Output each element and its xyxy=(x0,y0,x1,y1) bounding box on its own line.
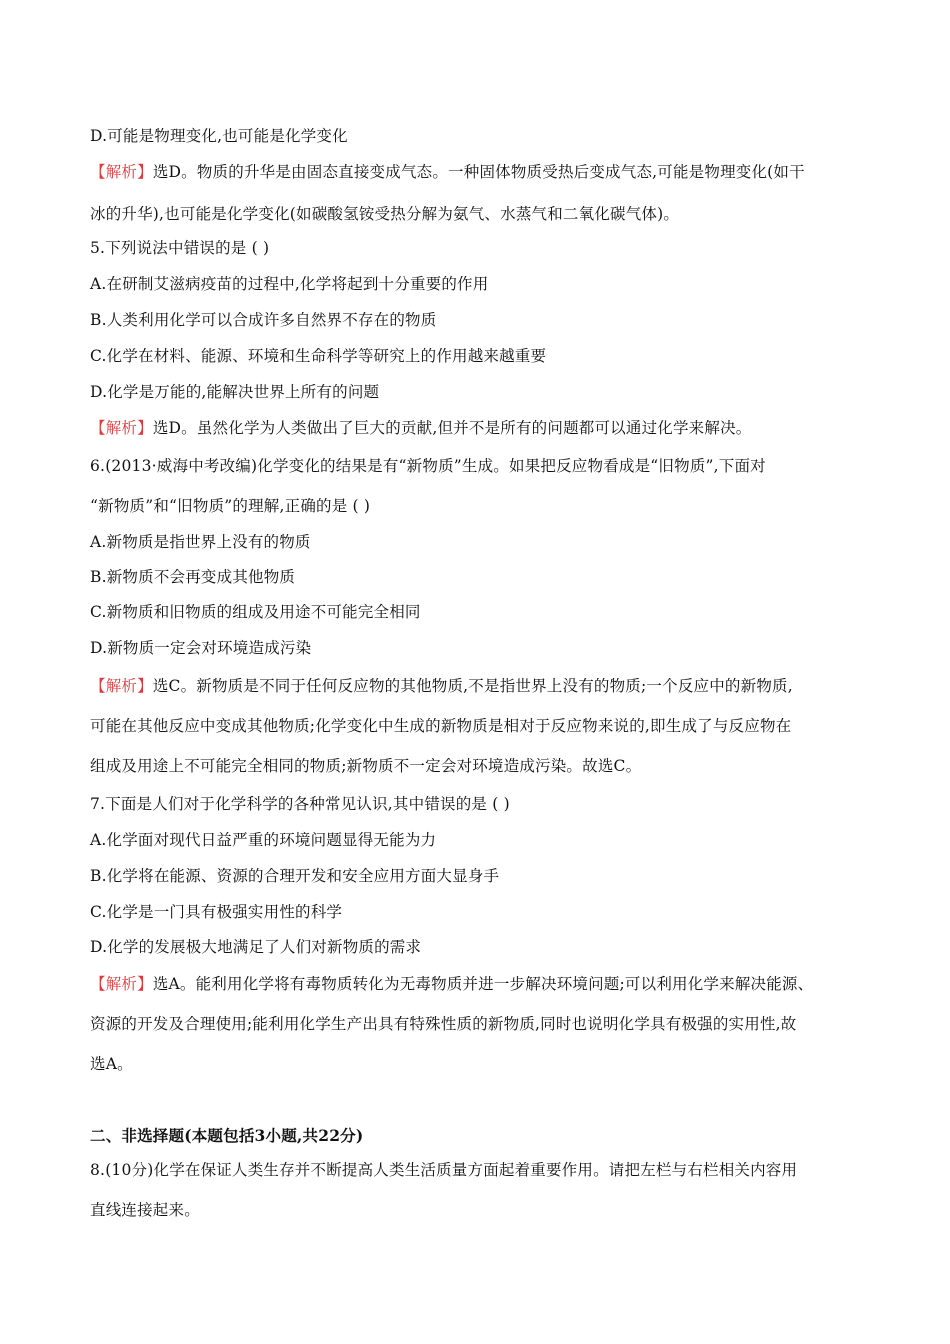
q6-option-a: A.新物质是指世界上没有的物质 xyxy=(90,533,311,551)
q5-stem: 5.下列说法中错误的是 ( ) xyxy=(90,239,270,257)
q5-analysis: 【解析】选D。虽然化学为人类做出了巨大的贡献,但并不是所有的问题都可以通过化学来解决。 xyxy=(90,419,752,437)
q7-analysis-line-1: 【解析】选A。能利用化学将有毒物质转化为无毒物质并进一步解决环境问题;可以利用化学来解决能源、 xyxy=(90,975,814,993)
q6-analysis-line-3: 组成及用途上不可能完全相同的物质;新物质不一定会对环境造成污染。故选C。 xyxy=(90,757,642,775)
q6-analysis-line-2: 可能在其他反应中变成其他物质;化学变化中生成的新物质是相对于反应物来说的,即生成了与反应物在 xyxy=(90,717,792,735)
q8-stem-line-1: 8.(10分)化学在保证人类生存并不断提高人类生活质量方面起着重要作用。请把左栏与右栏相关内容用 xyxy=(90,1161,798,1179)
q7-analysis-line-3: 选A。 xyxy=(90,1055,133,1073)
analysis-tag: 【解析】 xyxy=(90,419,153,437)
q5-option-a: A.在研制艾滋病疫苗的过程中,化学将起到十分重要的作用 xyxy=(90,275,489,293)
analysis-tag: 【解析】 xyxy=(90,677,153,695)
q6-option-c: C.新物质和旧物质的组成及用途不可能完全相同 xyxy=(90,603,421,621)
q8-stem-line-2: 直线连接起来。 xyxy=(90,1201,200,1219)
q7-option-d: D.化学的发展极大地满足了人们对新物质的需求 xyxy=(90,938,422,956)
q5-option-b: B.人类利用化学可以合成许多自然界不存在的物质 xyxy=(90,311,437,329)
q4-analysis-line-2: 冰的升华),也可能是化学变化(如碳酸氢铵受热分解为氨气、水蒸气和二氧化碳气体)。 xyxy=(90,205,680,223)
q4-analysis-line-1: 【解析】选D。物质的升华是由固态直接变成气态。一种固体物质受热后变成气态,可能是物理变化(如干 xyxy=(90,163,805,181)
q6-option-d: D.新物质一定会对环境造成污染 xyxy=(90,639,312,657)
q4-option-d: D.可能是物理变化,也可能是化学变化 xyxy=(90,127,348,145)
q7-analysis-line-2: 资源的开发及合理使用;能利用化学生产出具有特殊性质的新物质,同时也说明化学具有极强的实用性,故 xyxy=(90,1015,797,1033)
q6-analysis-line-1: 【解析】选C。新物质是不同于任何反应物的其他物质,不是指世界上没有的物质;一个反应中的新物质, xyxy=(90,677,793,695)
q5-option-d: D.化学是万能的,能解决世界上所有的问题 xyxy=(90,383,380,401)
analysis-tag: 【解析】 xyxy=(90,163,153,181)
q7-option-c: C.化学是一门具有极强实用性的科学 xyxy=(90,903,343,921)
q7-option-a: A.化学面对现代日益严重的环境问题显得无能为力 xyxy=(90,831,437,849)
q5-option-c: C.化学在材料、能源、环境和生命科学等研究上的作用越来越重要 xyxy=(90,347,547,365)
q6-stem-line-2: “新物质”和“旧物质”的理解,正确的是 ( ) xyxy=(90,497,371,515)
q7-stem: 7.下面是人们对于化学科学的各种常见认识,其中错误的是 ( ) xyxy=(90,795,510,813)
q7-option-b: B.化学将在能源、资源的合理开发和安全应用方面大显身手 xyxy=(90,867,500,885)
q6-option-b: B.新物质不会再变成其他物质 xyxy=(90,568,296,586)
section-heading: 二、非选择题(本题包括3小题,共22分) xyxy=(90,1126,364,1145)
q6-stem-line-1: 6.(2013·威海中考改编)化学变化的结果是有“新物质”生成。如果把反应物看成是“旧物质”,下面对 xyxy=(90,457,766,475)
analysis-tag: 【解析】 xyxy=(90,975,153,993)
